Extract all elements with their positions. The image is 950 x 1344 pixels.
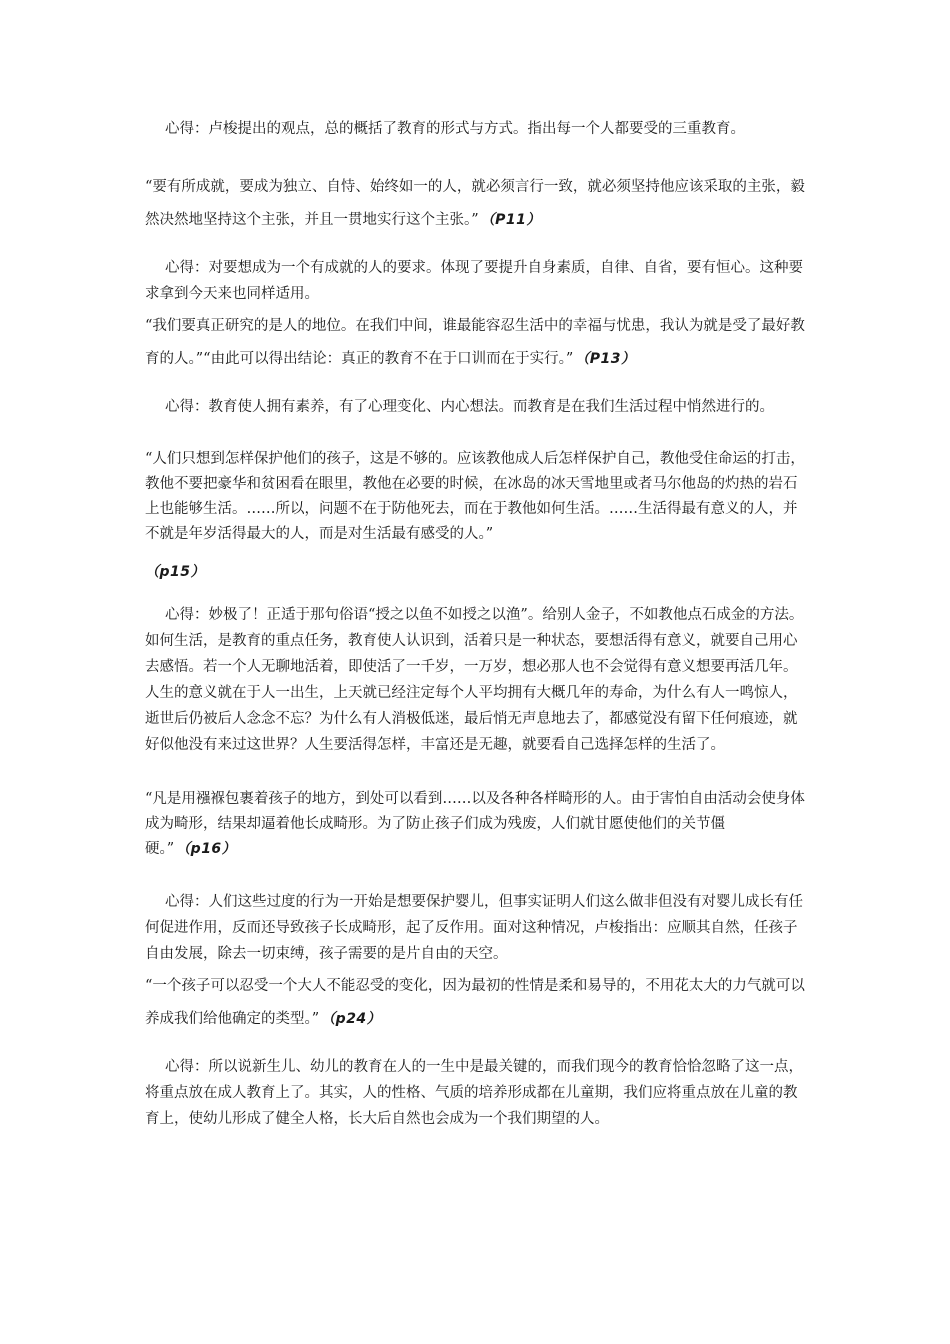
reflection-paragraph-2 [145, 255, 810, 307]
page-citation-4: （p16） [176, 841, 237, 857]
reflection-text-6: 心得：所以说新生儿、幼儿的教育在人的一生中是最关键的，而我们现今的教育恰恰忽略了这一点，将重点放在成人教育上了。其实，人的性格、气质的培养形成都在儿童期，我们应将重点放在儿童的教育上，使幼儿形成了健全人格，长大后自然也会成为一个我们期望的人。 [145, 1059, 803, 1127]
quote-paragraph-1 [145, 171, 810, 237]
quote-text-2: “我们要真正研究的是人的地位。在我们中间，谁最能容忍生活中的幸福与忧患，我认为就是受了最好教育的人。”“由此可以得出结论：真正的教育不在于口训而在于实行。” [145, 318, 805, 367]
reflection-text-4: 心得：妙极了！正适于那句俗语“授之以鱼不如授之以渔”。给别人金子，不如教他点石成金的方法。如何生活，是教育的重点任务，教育使人认识到，活着只是一种状态，要想活得有意义，就要自己用心去感悟。若一个人无聊地活着，即使活了一千岁，一万岁，想必那人也不会觉得有意义想要再活几年。人生的意义就在于人一出生，上天就已经注定每个人平均拥有大概几年的寿命，为什么有人一鸣惊人，逝世后仍被后人念念不忘？为什么有人消极低迷，最后悄无声息地去了，都感觉没有留下任何痕迹，就好似他没有来过这世界？人生要活得怎样，丰富还是无趣，就要看自己选择怎样的生活了。 [145, 607, 804, 753]
page-citation-3: （p15） [145, 564, 206, 580]
quote-text-3: “人们只想到怎样保护他们的孩子，这是不够的。应该教他成人后怎样保护自己，教他受住命运的打击，教他不要把豪华和贫困看在眼里，教他在必要的时候，在冰岛的冰天雪地里或者马尔他岛的灼热的岩石上也能够生活。……所以，问题不在于防他死去，而在于教他如何生活。……生活得最有意义的人，并不就是年岁活得最大的人，而是对生活最有感受的人。” [145, 451, 805, 542]
reflection-paragraph-3 [145, 394, 810, 420]
quote-paragraph-3 [145, 447, 810, 547]
reflection-paragraph-4 [145, 602, 810, 758]
quote-3-citation-line [145, 559, 810, 585]
reflection-text-2: 心得：对要想成为一个有成就的人的要求。体现了要提升自身素质，自律、自省，要有恒心。这种要求拿到今天来也同样适用。 [145, 260, 803, 302]
reflection-text-3: 心得：教育使人拥有素养，有了心理变化、内心想法。而教育是在我们生活过程中悄然进行的。 [165, 399, 774, 415]
reflection-paragraph-5 [145, 889, 810, 967]
quote-paragraph-4 [145, 787, 810, 862]
page-citation-2: （P13） [575, 351, 636, 367]
quote-paragraph-5 [145, 970, 810, 1036]
page-citation-1: （P11） [480, 212, 541, 228]
reflection-paragraph-6 [145, 1054, 810, 1132]
page-citation-5: （p24） [321, 1011, 382, 1027]
reflection-text-1: 心得：卢梭提出的观点，总的概括了教育的形式与方式。指出每一个人都要受的三重教育。 [165, 121, 745, 137]
quote-text-4: “凡是用襁褓包裹着孩子的地方，到处可以看到……以及各种各样畸形的人。由于害怕自由活动会使身体成为畸形，结果却逼着他长成畸形。为了防止孩子们成为残废，人们就甘愿使他们的关节僵硬。” [145, 791, 805, 857]
quote-text-1: “要有所成就，要成为独立、自恃、始终如一的人，就必须言行一致，就必须坚持他应该采取的主张，毅然决然地坚持这个主张，并且一贯地实行这个主张。” [145, 179, 805, 228]
reflection-paragraph-1 [145, 116, 810, 142]
quote-paragraph-2 [145, 310, 810, 376]
reflection-text-5: 心得：人们这些过度的行为一开始是想要保护婴儿，但事实证明人们这么做非但没有对婴儿成长有任何促进作用，反而还导致孩子长成畸形，起了反作用。面对这种情况，卢梭指出：应顺其自然，任孩子自由发展，除去一切束缚，孩子需要的是片自由的天空。 [145, 894, 803, 962]
quote-text-5: “一个孩子可以忍受一个大人不能忍受的变化，因为最初的性情是柔和易导的，不用花太大的力气就可以养成我们给他确定的类型。” [145, 978, 805, 1027]
